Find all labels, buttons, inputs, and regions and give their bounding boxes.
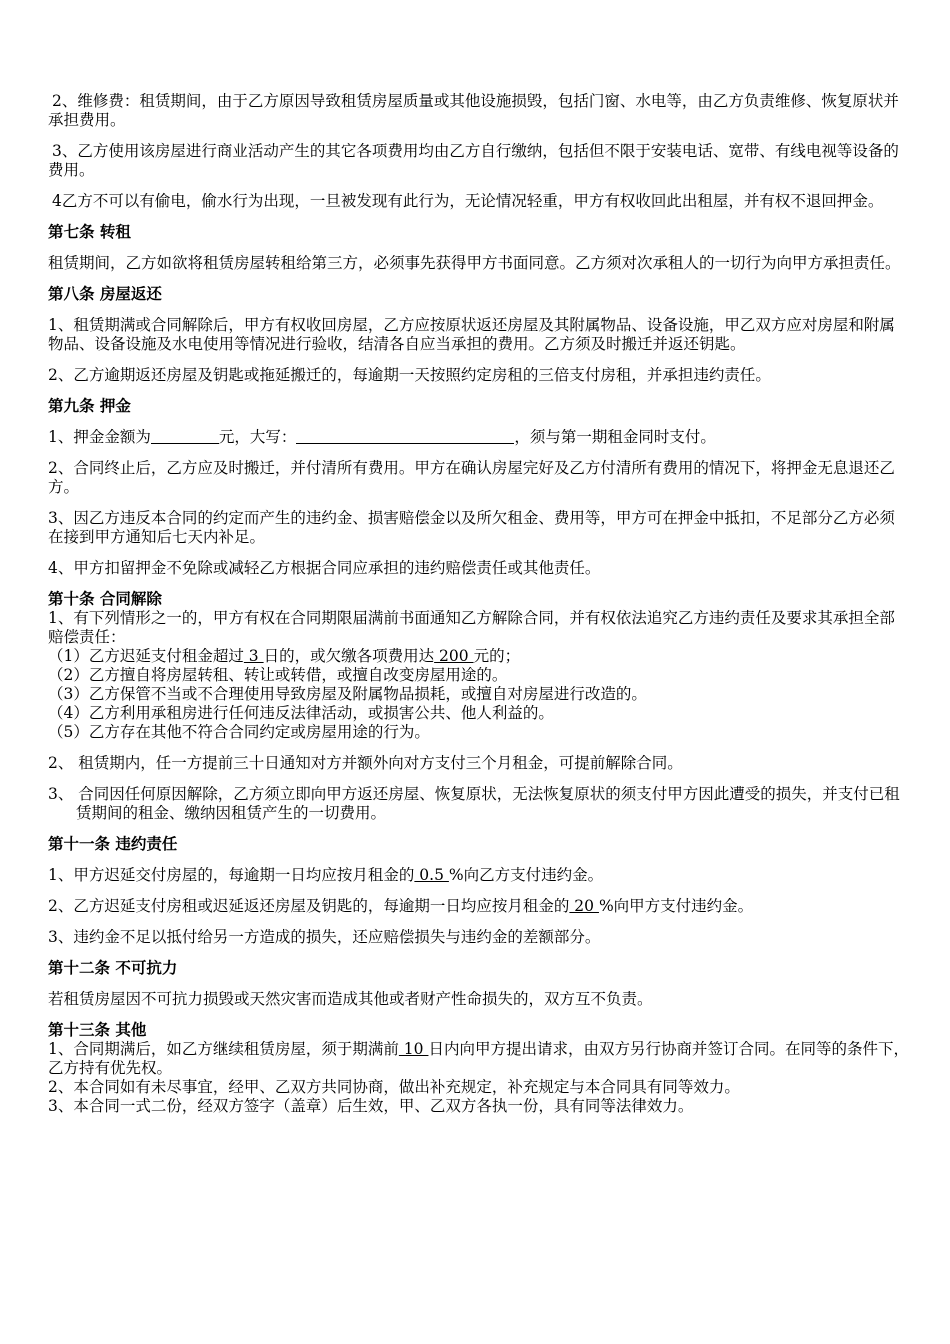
article-10-item-2: 2、 租赁期内，任一方提前三十日通知对方并额外向对方支付三个月租金，可提前解除合同。 xyxy=(48,754,683,772)
case-1-text-a: （1）乙方迟延支付租金超过 xyxy=(48,647,244,665)
article-13-item-2: 2、本合同如有未尽事宜，经甲、乙双方共同协商，做出补充规定，补充规定与本合同具有同等效力。 xyxy=(48,1078,740,1096)
deposit-capital-label: 元，大写： xyxy=(218,428,297,446)
article-10-case-3: （3）乙方保管不当或不合理使用导致房屋及附属物品损耗，或擅自对房屋进行改造的。 xyxy=(48,685,647,703)
article-11-heading: 第十一条 违约责任 xyxy=(48,835,178,853)
tenant-penalty-rate: 20 xyxy=(569,897,599,915)
contract-page xyxy=(48,92,910,1116)
article-11-item-3: 3、违约金不足以抵付给另一方造成的损失，还应赔偿损失与违约金的差额部分。 xyxy=(48,928,601,946)
deposit-tail: ，须与第一期租金同时支付。 xyxy=(514,428,716,446)
article-10-item-1: 1、有下列情形之一的，甲方有权在合同期限届满前书面通知乙方解除合同，并有权依法追究乙方违约责任及要求其承担全部赔偿责任： xyxy=(48,609,895,646)
article-11-item-1-text-a: 1、甲方迟延交付房屋的，每逾期一日均应按月租金的 xyxy=(48,866,415,884)
article-10-case-5: （5）乙方存在其他不符合合同约定或房屋用途的行为。 xyxy=(48,723,430,741)
article-8-heading: 第八条 房屋返还 xyxy=(48,285,162,303)
article-13-item-1-text-a: 1、合同期满后，如乙方继续租赁房屋，须于期满前 xyxy=(48,1040,399,1058)
deposit-capital-blank[interactable] xyxy=(296,429,514,444)
deposit-amount-blank[interactable] xyxy=(151,429,219,444)
article-10-item-3: 3、 合同因任何原因解除，乙方须立即向甲方返还房屋、恢复原状，无法恢复原状的须支付甲方因此遭受的损失，并支付已租赁期间的租金、缴纳因租赁产生的一切费用。 xyxy=(48,785,900,822)
clause-6-item-4: 4乙方不可以有偷电，偷水行为出现，一旦被发现有此行为，无论情况轻重，甲方有权收回此出租屋，并有权不退回押金。 xyxy=(52,192,884,210)
article-10-case-1 xyxy=(48,647,910,666)
article-11-item-2 xyxy=(48,897,910,916)
article-11-item-2-text-a: 2、乙方迟延支付房租或迟延返还房屋及钥匙的，每逾期一日均应按月租金的 xyxy=(48,897,570,915)
clause-6-item-3: 3、乙方使用该房屋进行商业活动产生的其它各项费用均由乙方自行缴纳，包括但不限于安装电话、宽带、有线电视等设备的费用。 xyxy=(48,142,899,179)
article-9-item-4: 4、甲方扣留押金不免除或减轻乙方根据合同应承担的违约赔偿责任或其他责任。 xyxy=(48,559,601,577)
overdue-days-value: 3 xyxy=(243,647,264,665)
article-10-case-4: （4）乙方利用承租房进行任何违反法律活动，或损害公共、他人利益的。 xyxy=(48,704,554,722)
overdue-amount-value: 200 xyxy=(434,647,474,665)
case-1-text-c: 元的； xyxy=(473,647,521,665)
article-9-item-3: 3、因乙方违反本合同的约定而产生的违约金、损害赔偿金以及所欠租金、费用等，甲方可在押金中抵扣，不足部分乙方必须在接到甲方通知后七天内补足。 xyxy=(48,509,895,546)
article-13-item-3: 3、本合同一式二份，经双方签字（盖章）后生效，甲、乙双方各执一份，具有同等法律效力。 xyxy=(48,1097,694,1115)
article-9-heading: 第九条 押金 xyxy=(48,397,131,415)
article-8-item-2: 2、乙方逾期返还房屋及钥匙或拖延搬迁的，每逾期一天按照约定房租的三倍支付房租，并承担违约责任。 xyxy=(48,366,771,384)
article-7-heading: 第七条 转租 xyxy=(48,223,131,241)
article-12-heading: 第十二条 不可抗力 xyxy=(48,959,178,977)
article-8-item-1: 1、租赁期满或合同解除后，甲方有权收回房屋，乙方应按原状返还房屋及其附属物品、设备设施，甲乙双方应对房屋和附属物品、设备设施及水电使用等情况进行验收，结清各自应当承担的费用。乙方须及时搬迁并返还钥匙。 xyxy=(48,316,895,353)
article-11-item-1 xyxy=(48,866,910,885)
article-13-heading: 第十三条 其他 xyxy=(48,1021,147,1039)
article-11-item-2-text-b: %向甲方支付违约金。 xyxy=(598,897,754,915)
article-9-item-2: 2、合同终止后，乙方应及时搬迁，并付清所有费用。甲方在确认房屋完好及乙方付清所有费用的情况下，将押金无息退还乙方。 xyxy=(48,459,895,496)
article-9-item-1 xyxy=(48,428,910,447)
article-10-case-2: （2）乙方擅自将房屋转租、转让或转借，或擅自改变房屋用途的。 xyxy=(48,666,508,684)
deposit-label: 1、押金金额为 xyxy=(48,428,151,446)
article-10-heading: 第十条 合同解除 xyxy=(48,590,162,608)
renewal-notice-days: 10 xyxy=(398,1040,429,1058)
article-13-item-1-text-b: 日内向甲方提出请求，由双方另行协商并签订合同。在同等的条件下，乙方持有优先权。 xyxy=(48,1040,909,1077)
article-7-text: 租赁期间，乙方如欲将租赁房屋转租给第三方，必须事先获得甲方书面同意。乙方须对次承租人的一切行为向甲方承担责任。 xyxy=(48,254,901,272)
clause-6-item-2: 2、维修费：租赁期间，由于乙方原因导致租赁房屋质量或其他设施损毁，包括门窗、水电等，由乙方负责维修、恢复原状并承担费用。 xyxy=(48,92,899,129)
article-12-text: 若租赁房屋因不可抗力损毁或天然灾害而造成其他或者财产性命损失的，双方互不负责。 xyxy=(48,990,653,1008)
landlord-penalty-rate: 0.5 xyxy=(414,866,449,884)
article-13-item-1 xyxy=(48,1040,910,1078)
case-1-text-b: 日的，或欠缴各项费用达 xyxy=(263,647,435,665)
article-11-item-1-text-b: %向乙方支付违约金。 xyxy=(448,866,604,884)
